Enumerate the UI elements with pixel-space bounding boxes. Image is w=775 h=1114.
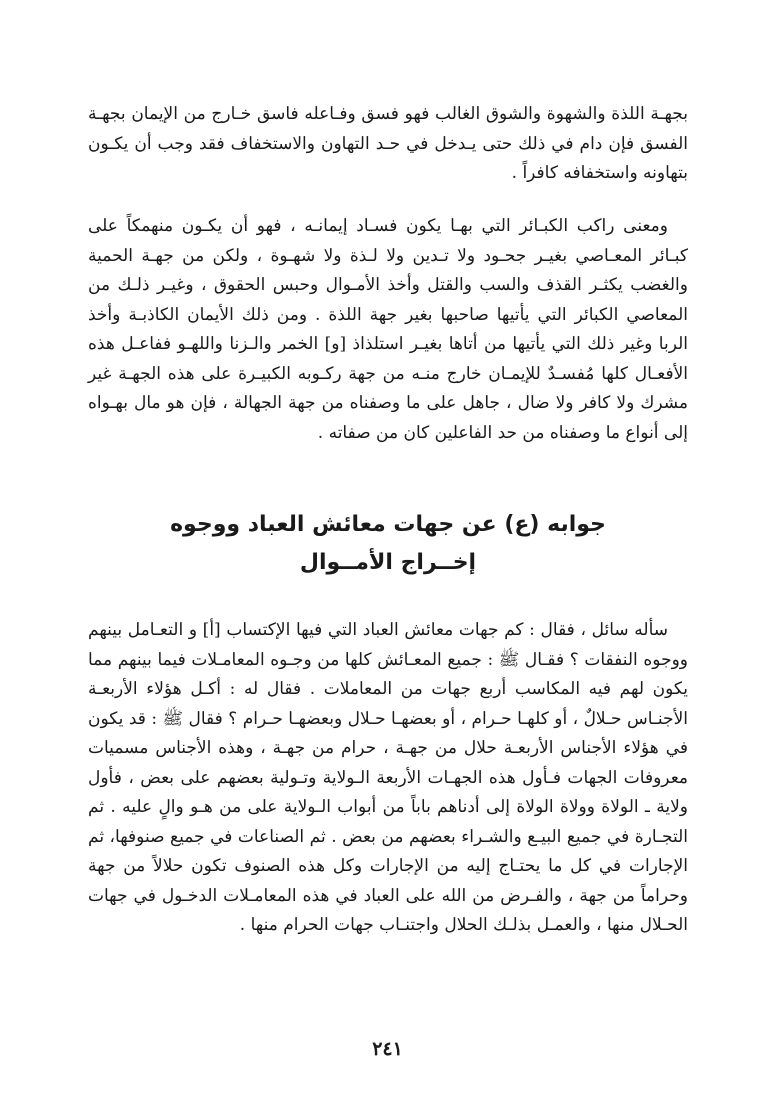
paragraph-text: بجهـة اللذة والشهوة والشوق الغالب فهو فسق وفـاعله فاسق خـارج من الإيمان بجهـة الفسق فإن دام في ذلك حتى يـدخل في حـد التهاون والاستخفاف فقد وجب أن يكـون بتهاونه واستخفافه كافراً . [88,104,688,183]
paragraph-major-sins [88,212,688,448]
paragraph-text: سأله سائل ، فقال : كم جهات معائش العباد التي فيها الإكتساب [أ] و التعـامل بينهم ووجوه النفقات ؟ فقـال ﷺ : جميع المعـائش كلها من وجـوه المعامـلات فيما بينهم مما يكون لهم فيه المكاسب أربع جهات من المعاملات . فقال له : أكـل هؤلاء الأربعـة الأجنـاس حـلالٌ ، أو كلهـا حـرام ، أو بعضهـا حـلال وبعضهـا حـرام ؟ فقال ﷺ : قد يكون في هؤلاء الأجناس الأربعـة حلال من جهـة ، حرام من جهـة ، وهذه الأجناس مسميات معروفات الجهات فـأول هذه الجهـات الأربعة الـولاية وتـولية بعضهم على بعض ، فأول ولاية ـ الولاة وولاة الولاة إلى أدناهم باباً من أبواب الـولاية على من هـو والٍ عليه . ثم التجـارة في جميع البيـع والشـراء بعضهم من بعض . ثم الصناعات في جميع صنوفها، ثم الإجارات في كل ما يحتـاج إليه من الإجارات وكل هذه الصنوف تكون حلالاً من جهة وحراماً من جهة ، والفـرض من الله على العباد في هذه المعامـلات الدخـول في جهات الحـلال منها ، والعمـل بذلـك الحلال واجتنـاب جهات الحرام منها . [88,620,688,935]
paragraph-text: ومعنى راكب الكبـائر التي بهـا يكون فسـاد إيمانـه ، فهو أن يكـون منهمكاً على كبـائر المعـاصي بغيـر جحـود ولا تـدين ولا لـذة ولا شهـوة ، ولكن من جهـة الحمية والغضب يكثـر القذف والسب والقتل وأخذ الأمـوال وحبس الحقوق ، وغيـر ذلـك من المعاصي الكبائر التي يأتيها صاحبها بغير جهة اللذة . ومن ذلك الأيمان الكاذبـة وأخذ الربا وغير ذلك التي يأتيها من أتاها بغيـر استلذاذ [و] الخمر والـزنا واللهـو ففاعـل هذه الأفعـال كلها مُفسـدٌ للإيمـان خارج منـه من جهة ركـوبه الكبيـرة على هذه الجهـة غير مشرك ولا كافر ولا ضال ، جاهل على ما وصفناه من جهة الجهالة ، فإن هو مال بهـواه إلى أنواع ما وصفناه من حد الفاعلين كان من صفاته . [88,216,688,443]
section-heading-line-2: إخــراج الأمــوال [299,550,477,575]
paragraph-livelihoods [88,616,688,941]
paragraph-continuation [88,100,688,189]
section-heading-line-1: جوابه (ع) عن جهات معائش العباد ووجوه [170,512,606,537]
page-number: ٢٤١ [372,1038,403,1060]
